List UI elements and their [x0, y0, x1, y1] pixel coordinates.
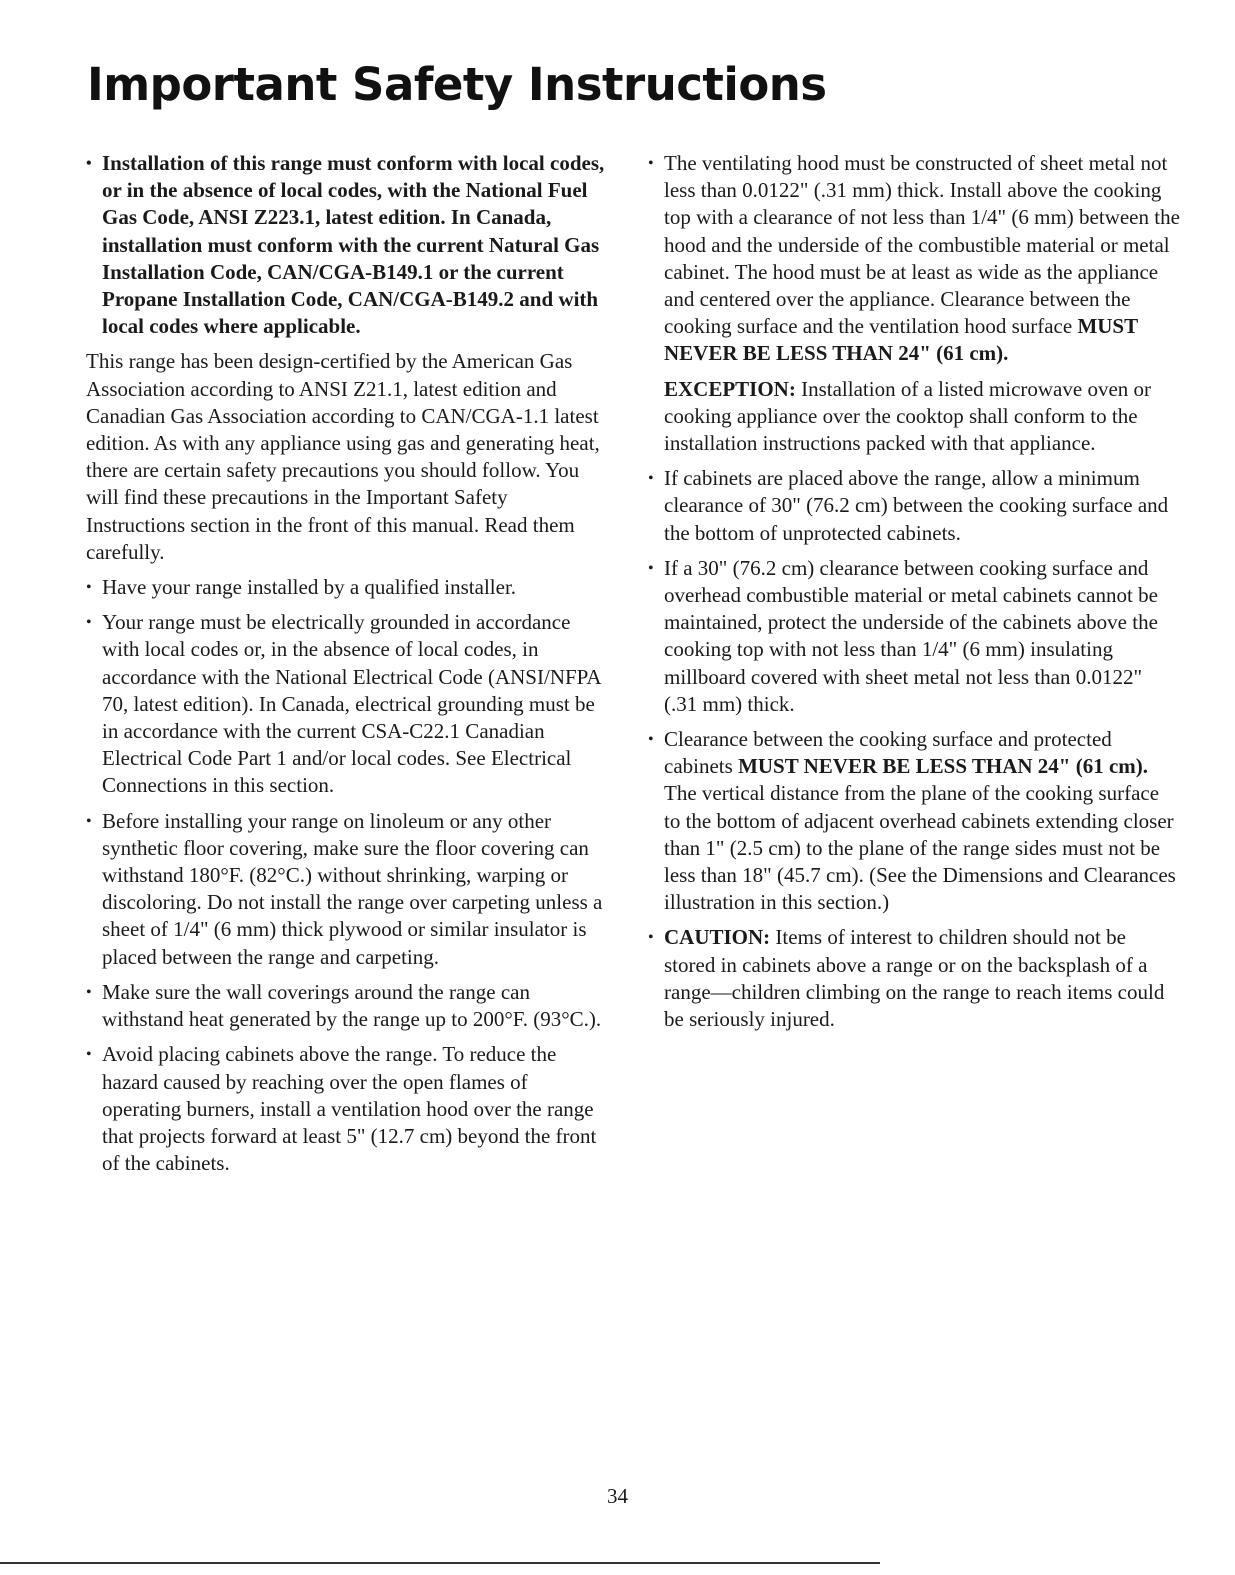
hood-clearance-warning: MUST NEVER BE LESS THAN 24" (61 cm). [664, 314, 1138, 366]
bullet-installation-codes: • Installation of this range must conform with local codes, or in the absence of local codes, with the National Fuel Gas Code, ANSI Z223.1, latest edition. In Canada, installation must conform with the current Natural Gas Installation Code, CAN/CGA-B149.1 or the current Propane Installation Code, CAN/CGA-B149.2 and with local codes where applicable. [86, 150, 606, 340]
bullet-protected-cabinets [648, 726, 1180, 916]
caution-label: CAUTION: [664, 925, 771, 950]
protected-text-2: The vertical distance from the plane of the cooking surface to the bottom of adjacent overhead cabinets extending closer than 1" (2.5 cm) to the plane of the range sides must not be less than 18" (45.7 cm). (See the Dimensions and Clearances illustration in this section.) [664, 781, 1176, 915]
exception-text: Installation of a listed microwave oven or cooking appliance over the cooktop shall conform to the installation instructions packed with that appliance. [664, 376, 1152, 456]
protected-clearance-warning: MUST NEVER BE LESS THAN 24" (61 cm). [738, 754, 1149, 779]
bullet-ventilating-hood [648, 150, 1180, 368]
bottom-rule [0, 1562, 880, 1564]
paragraph-design-certified: This range has been design-certified by the American Gas Association according to ANSI Z21.1, latest edition and Canadian Gas Association according to CAN/CGA-1.1 latest edition. As with any appliance using gas and generating heat, there are certain safety precautions you should follow. You will find these precautions in the Important Safety Instructions section in the front of this manual. Read them carefully. [86, 349, 600, 564]
bullet-caution [648, 924, 1180, 1033]
bullet-floor-covering: • Before installing your range on linoleum or any other synthetic floor covering, make sure the floor covering can withstand 180°F. (82°C.) without shrinking, warping or discoloring. Do not install the range over carpeting unless a sheet of 1/4" (6 mm) thick plywood or similar insulator is placed between the range and carpeting. [86, 808, 606, 971]
exception-note [648, 376, 1180, 458]
page-title: Important Safety Instructions [87, 58, 827, 111]
bullet-avoid-cabinets: • Avoid placing cabinets above the range. To reduce the hazard caused by reaching over the open flames of operating burners, install a ventilation hood over the range that projects forward at least 5" (12.7 cm) beyond the front of the cabinets. [86, 1041, 606, 1177]
caution-text: Items of interest to children should not be stored in cabinets above a range or on the backsplash of a range—children climbing on the range to reach items could be seriously injured. [664, 925, 1165, 1032]
bullet-cabinet-clearance: • If cabinets are placed above the range, allow a minimum clearance of 30" (76.2 cm) between the cooking surface and the bottom of unprotected cabinets. [648, 465, 1180, 547]
bullet-wall-coverings: • Make sure the wall coverings around the range can withstand heat generated by the range up to 200°F. (93°C.). [86, 979, 606, 1033]
page-number: 34 [607, 1484, 628, 1508]
right-column [648, 150, 1180, 1041]
bullet-electrical-grounding: • Your range must be electrically grounded in accordance with local codes or, in the absence of local codes, in accordance with the National Electrical Code (ANSI/NFPA 70, latest edition). In Canada, electrical grounding must be in accordance with the current CSA-C22.1 Canadian Electrical Code Part 1 and/or local codes. See Electrical Connections in this section. [86, 609, 606, 799]
exception-label: EXCEPTION: [664, 376, 796, 401]
bullet-qualified-installer: • Have your range installed by a qualified installer. [86, 574, 606, 601]
hood-text: The ventilating hood must be constructed of sheet metal not less than 0.0122" (.31 mm) thick. Install above the cooking top with a clearance of not less than 1/4" (6 mm) between the hood and the underside of the combustible material or metal cabinet. The hood must be at least as wide as the appliance and centered over the appliance. Clearance between the cooking surface and the ventilation hood surface [664, 151, 1180, 339]
protected-text-1: Clearance between the cooking surface and protected cabinets [664, 727, 1112, 779]
left-column [86, 150, 606, 1185]
bullet-millboard: • If a 30" (76.2 cm) clearance between cooking surface and overhead combustible material or metal cabinets cannot be maintained, protect the underside of the cabinets above the cooking top with not less than 1/4" (6 mm) insulating millboard covered with sheet metal not less than 0.0122" (.31 mm) thick. [648, 555, 1180, 718]
